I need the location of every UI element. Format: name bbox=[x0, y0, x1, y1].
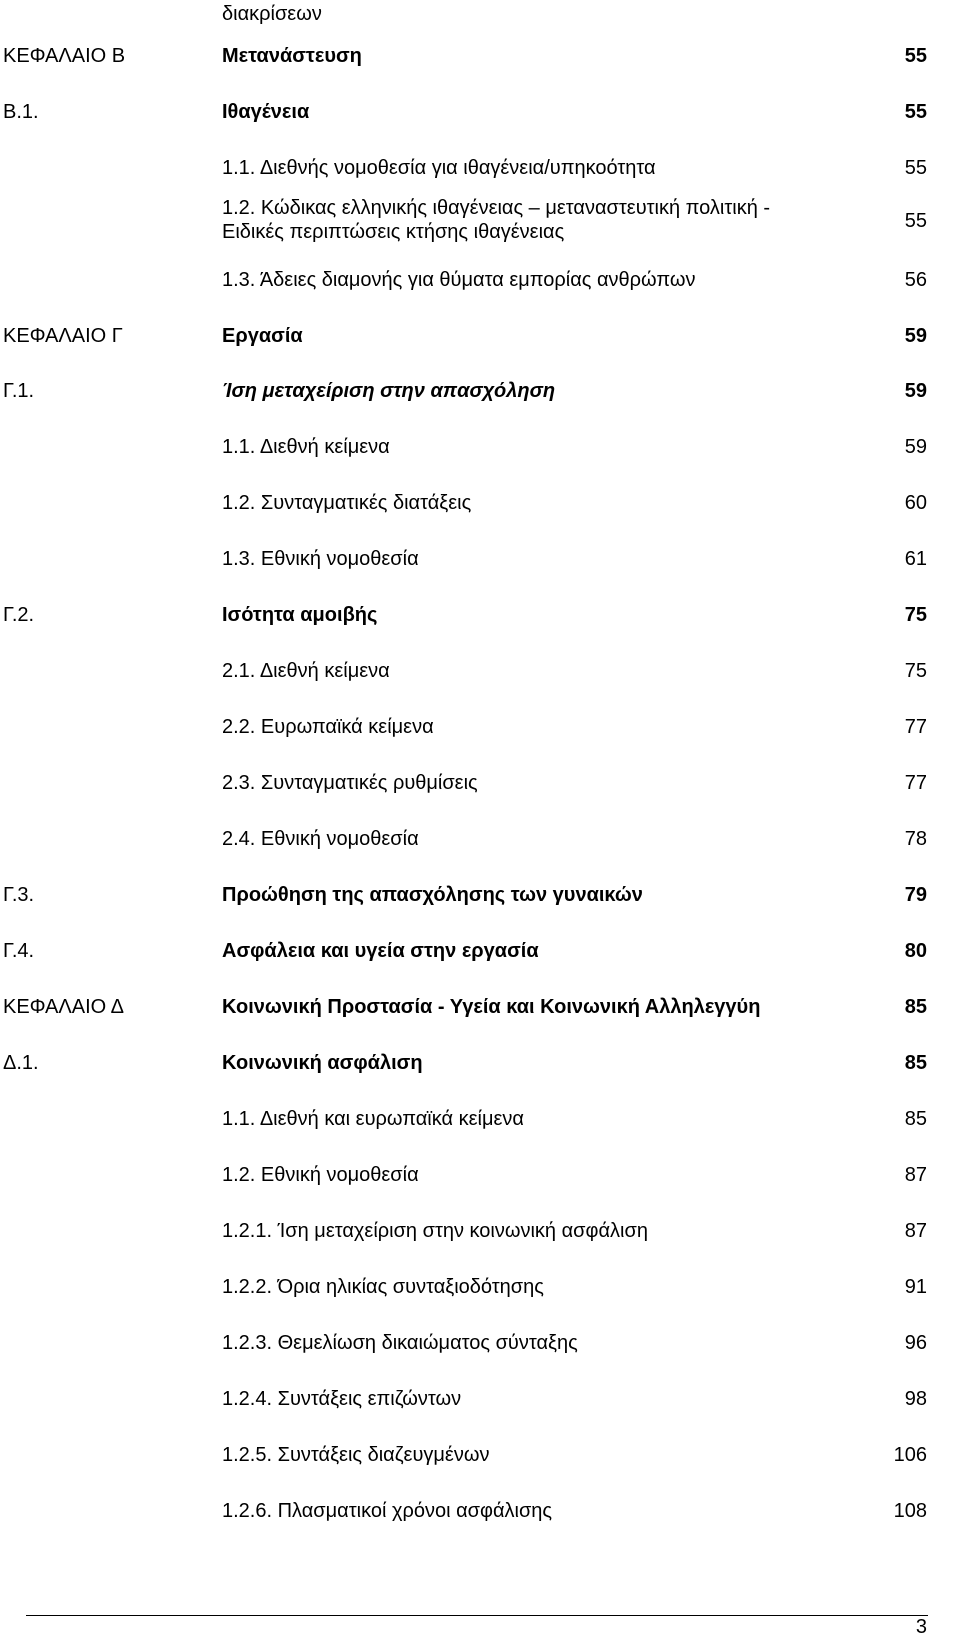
toc-entry-label: Γ.2. bbox=[3, 604, 35, 626]
toc-entry-label: ΚΕΦΑΛΑΙΟ Β bbox=[3, 45, 126, 67]
toc-entry-title: 1.2.6. Πλασματικοί χρόνοι ασφάλισης bbox=[222, 1500, 553, 1522]
toc-entry-page: 55 bbox=[904, 101, 927, 123]
toc-entry-page: 85 bbox=[904, 1052, 927, 1074]
toc-entry-page: 55 bbox=[904, 157, 927, 179]
toc-entry-label: ΚΕΦΑΛΑΙΟ Δ bbox=[3, 996, 125, 1018]
toc-entry-title-line2: Ειδικές περιπτώσεις κτήσης ιθαγένειας bbox=[222, 221, 565, 243]
toc-entry-page: 108 bbox=[893, 1500, 927, 1522]
toc-entry-page: 55 bbox=[904, 45, 927, 67]
page-number: 3 bbox=[915, 1616, 927, 1638]
toc-entry-page: 85 bbox=[904, 996, 927, 1018]
toc-entry-label: Γ.3. bbox=[3, 884, 35, 906]
toc-entry-title: Ίση μεταχείριση στην απασχόληση bbox=[222, 380, 556, 402]
toc-entry-title: 1.2. Εθνική νομοθεσία bbox=[222, 1164, 419, 1186]
toc-entry-label: Γ.4. bbox=[3, 940, 35, 962]
toc-entry-page: 78 bbox=[904, 828, 927, 850]
toc-entry-label: Γ.1. bbox=[3, 380, 35, 402]
toc-entry-page: 77 bbox=[904, 772, 927, 794]
toc-entry-page: 55 bbox=[904, 210, 927, 232]
toc-entry-title: Ισότητα αμοιβής bbox=[222, 604, 378, 626]
toc-entry-title: 1.3. Εθνική νομοθεσία bbox=[222, 548, 419, 570]
toc-entry-page: 75 bbox=[904, 604, 927, 626]
toc-entry-page: 77 bbox=[904, 716, 927, 738]
toc-continuation-text: διακρίσεων bbox=[222, 3, 322, 25]
toc-entry-title: 1.1. Διεθνή και ευρωπαϊκά κείμενα bbox=[222, 1108, 524, 1130]
toc-entry-title: 1.2.5. Συντάξεις διαζευγμένων bbox=[222, 1444, 490, 1466]
toc-entry-title: 1.2.2. Όρια ηλικίας συνταξιοδότησης bbox=[222, 1276, 544, 1298]
toc-entry-page: 98 bbox=[904, 1388, 927, 1410]
toc-entry-page: 87 bbox=[904, 1164, 927, 1186]
toc-entry-title: Μετανάστευση bbox=[222, 45, 362, 67]
toc-entry-page: 56 bbox=[904, 269, 927, 291]
toc-entry-title: 2.1. Διεθνή κείμενα bbox=[222, 660, 390, 682]
toc-entry-page: 96 bbox=[904, 1332, 927, 1354]
toc-entry-title: Κοινωνική Προστασία - Υγεία και Κοινωνική Αλληλεγγύη bbox=[222, 996, 761, 1018]
toc-entry-title: 1.2.1. Ίση μεταχείριση στην κοινωνική ασφάλιση bbox=[222, 1220, 648, 1242]
toc-entry-title: 2.4. Εθνική νομοθεσία bbox=[222, 828, 419, 850]
toc-entry-title: Κοινωνική ασφάλιση bbox=[222, 1052, 423, 1074]
toc-entry-label: Β.1. bbox=[3, 101, 39, 123]
toc-entry-title: Ιθαγένεια bbox=[222, 101, 310, 123]
toc-entry-page: 85 bbox=[904, 1108, 927, 1130]
toc-entry-title: Ασφάλεια και υγεία στην εργασία bbox=[222, 940, 539, 962]
toc-entry-page: 79 bbox=[904, 884, 927, 906]
toc-entry-title: 1.2. Συνταγματικές διατάξεις bbox=[222, 492, 472, 514]
toc-entry-label: ΚΕΦΑΛΑΙΟ Γ bbox=[3, 325, 123, 347]
toc-entry-title: 1.2.3. Θεμελίωση δικαιώματος σύνταξης bbox=[222, 1332, 578, 1354]
toc-entry-page: 60 bbox=[904, 492, 927, 514]
footer-divider bbox=[26, 1615, 928, 1616]
toc-entry-page: 61 bbox=[904, 548, 927, 570]
toc-entry-title: Προώθηση της απασχόλησης των γυναικών bbox=[222, 884, 643, 906]
toc-entry-title: 1.2.4. Συντάξεις επιζώντων bbox=[222, 1388, 462, 1410]
toc-entry-page: 75 bbox=[904, 660, 927, 682]
toc-entry-page: 59 bbox=[904, 380, 927, 402]
toc-entry-title: 1.2. Κώδικας ελληνικής ιθαγένειας – μεταναστευτική πολιτική - bbox=[222, 197, 771, 219]
toc-entry-label: Δ.1. bbox=[3, 1052, 39, 1074]
toc-entry-title: 2.2. Ευρωπαϊκά κείμενα bbox=[222, 716, 434, 738]
toc-entry-page: 59 bbox=[904, 325, 927, 347]
toc-entry-page: 59 bbox=[904, 436, 927, 458]
toc-entry-title: 1.1. Διεθνή κείμενα bbox=[222, 436, 390, 458]
toc-entry-title: 2.3. Συνταγματικές ρυθμίσεις bbox=[222, 772, 478, 794]
toc-entry-page: 106 bbox=[893, 1444, 927, 1466]
toc-entry-page: 91 bbox=[904, 1276, 927, 1298]
toc-entry-page: 80 bbox=[904, 940, 927, 962]
toc-entry-title: 1.1. Διεθνής νομοθεσία για ιθαγένεια/υπηκοότητα bbox=[222, 157, 656, 179]
toc-entry-page: 87 bbox=[904, 1220, 927, 1242]
toc-entry-title: Εργασία bbox=[222, 325, 303, 347]
toc-entry-title: 1.3. Άδειες διαμονής για θύματα εμπορίας ανθρώπων bbox=[222, 269, 696, 291]
